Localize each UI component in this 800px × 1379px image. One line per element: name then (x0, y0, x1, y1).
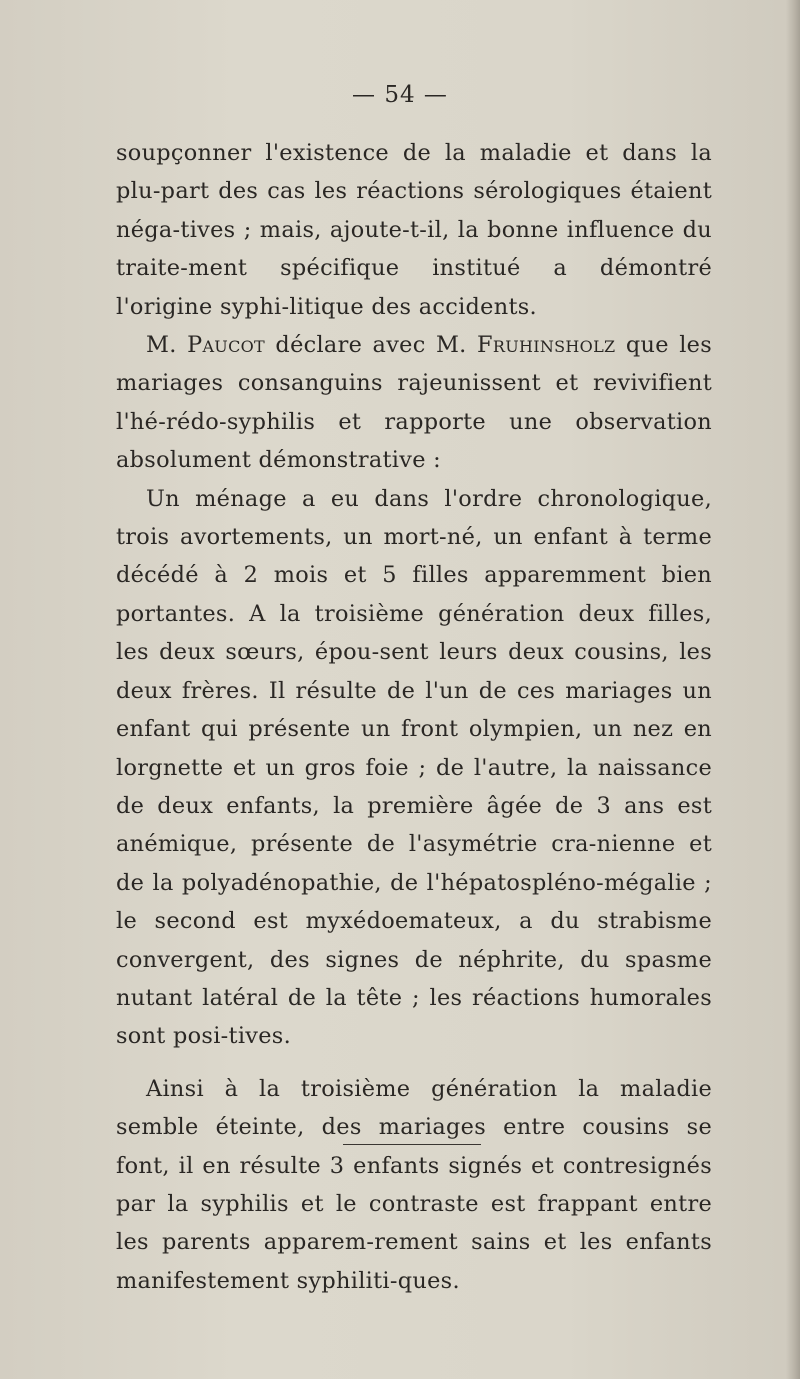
paragraph-4: Ainsi à la troisième génération la maladie semble éteinte, des mariages entre cousins se font, il en résulte 3 enfants signés et contresignés par la syphilis et le contraste est frappant entre les parents apparem-rement sains et les enfants manifestement syphiliti-ques. (116, 1075, 712, 1294)
paragraph-2 (116, 326, 712, 480)
paragraph-1: soupçonner l'existence de la maladie et dans la plu-part des cas les réactions sérologiques étaient néga-tives ; mais, ajoute-t-il, la bonne influence du traite-ment spécifique institué a démontré l'origine syphi-litique des accidents. (116, 140, 712, 320)
paragraph-2-start: M. (146, 332, 188, 359)
author-name-paucot: Paucot (187, 332, 266, 359)
paragraph-2-mid: déclare avec M. (265, 332, 478, 359)
paragraph-2-end: que les mariages consanguins rajeunissent et revivifient l'hé-rédo-syphilis et rapporte une observation absolument démonstrative : (116, 332, 713, 474)
author-name-fruhinsholz: Fruhinsholz (477, 332, 616, 359)
paragraph-3: Un ménage a eu dans l'ordre chronologique, trois avortements, un mort-né, un enfant à terme décédé à 2 mois et 5 filles apparemment bien portantes. A la troisième génération deux filles, les deux sœurs, épou-sent leurs deux cousins, les deux frères. Il résulte de l'un de ces mariages un enfant qui présente un front olympien, un nez en lorgnette et un gros foie ; de l'autre, la naissance de deux enfants, la première âgée de 3 ans est anémique, présente de l'asymétrie cra-nienne et de la polyadénopathie, de l'hépatospléno-mégalie ; le second est myxédoemateux, a du strabisme convergent, des signes de néphrite, du spasme nutant latéral de la tête ; les réactions humorales sont posi-tives. (116, 485, 712, 1050)
page-edge-shadow (786, 0, 800, 1379)
end-rule (343, 1144, 481, 1145)
body-text (116, 134, 712, 1300)
page-number: — 54 — (352, 82, 448, 108)
